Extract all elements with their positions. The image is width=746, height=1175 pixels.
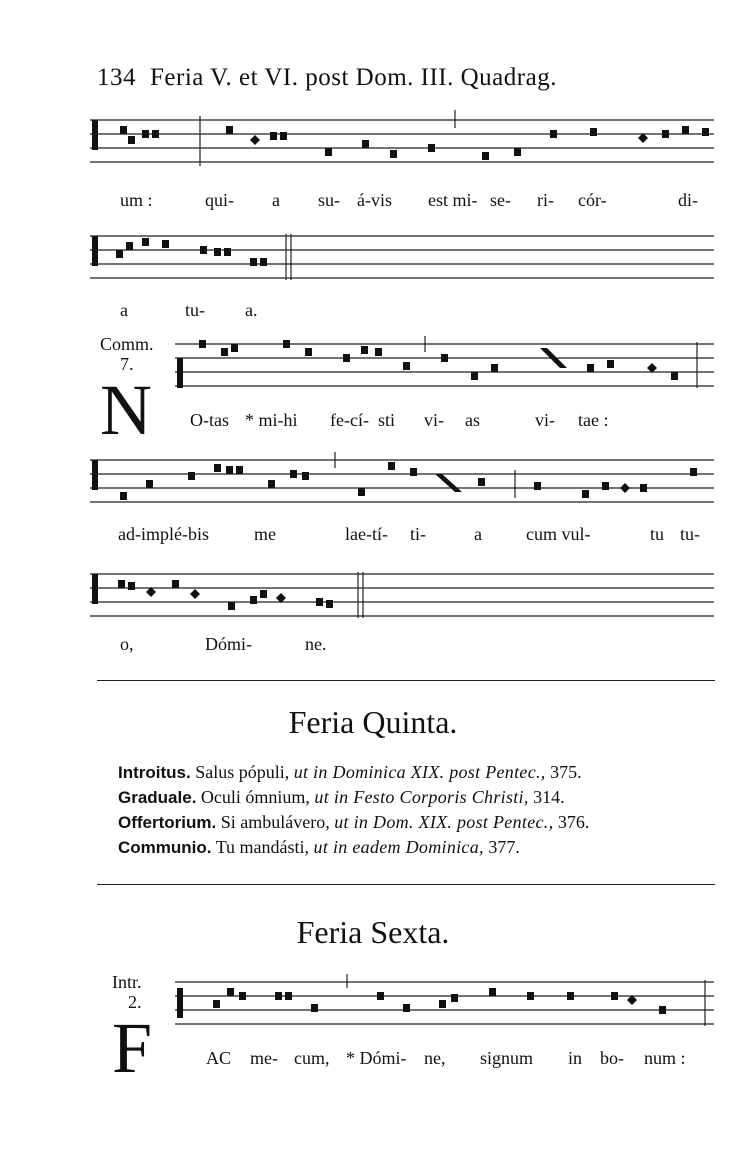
list-item [118,810,589,835]
syllable: um : [120,190,153,210]
syllable: me [254,524,276,544]
syllable: in [568,1048,583,1068]
item-page: 375. [550,762,582,782]
syllable: a. [245,300,258,320]
syllable: a [272,190,280,210]
item-page: 314. [533,787,565,807]
syllable: su- [318,190,340,210]
syllable: O-tas [190,410,229,430]
neumes-staff-4 [90,452,714,512]
item-label: Graduale. [118,788,197,807]
list-item [118,835,589,860]
item-ref: ut in Dominica XIX. post Pentec., [293,762,546,782]
feria-quinta-title: Feria Quinta. [288,704,458,740]
neumes-staff-5 [90,566,714,626]
syllable: sti [378,410,396,430]
syllable: ne, [424,1048,446,1068]
syllable: cór- [578,190,607,210]
syllable: o, [120,634,134,654]
comm-number: 7. [120,354,134,374]
neumes-staff-3 [175,336,714,398]
section-divider [97,884,715,885]
syllable: * mi-hi [245,410,298,430]
neumes-staff-2 [90,228,714,288]
running-title: Feria V. et VI. post Dom. III. Quadrag. [150,64,557,91]
item-label: Introitus. [118,763,191,782]
list-item [118,760,589,785]
syllable: * Dómi- [346,1048,407,1068]
syllable: vi- [424,410,444,430]
item-ref: ut in Dom. XIX. post Pentec., [334,812,554,832]
item-label: Offertorium. [118,813,217,832]
syllable: ti- [410,524,426,544]
list-item [118,785,589,810]
neumes-staff-6 [175,974,714,1036]
syllable: ri- [537,190,554,210]
running-header [97,64,557,92]
syllable: cum, [294,1048,330,1068]
syllable: cum vul- [526,524,591,544]
syllable: lae-tí- [345,524,388,544]
syllable: qui- [205,190,234,210]
syllable: tu- [185,300,205,320]
staff-chant1-line1 [90,110,714,180]
syllable: vi- [535,410,555,430]
syllable: a [474,524,482,544]
section-divider [97,680,715,681]
staff-comm-line2 [90,452,714,512]
syllable: Dómi- [205,634,252,654]
syllable: me- [250,1048,278,1068]
syllable: tu [650,524,665,544]
syllable: di- [678,190,698,210]
syllable: ad-implé-bis [118,524,209,544]
syllable: se- [490,190,511,210]
syllable: tae : [578,410,609,430]
drop-initial-f: F [112,1008,153,1088]
item-text: Salus pópuli, [195,762,290,782]
item-ref: ut in Festo Corporis Christi, [314,787,529,807]
item-page: 377. [488,837,520,857]
syllable: fe-cí- [330,410,369,430]
syllable: tu- [680,524,700,544]
syllable: num : [644,1048,686,1068]
feria-sexta-title: Feria Sexta. [296,914,450,950]
staff-comm-line1 [175,336,714,398]
staff-intr-line1 [175,974,714,1036]
syllable: AC [206,1048,232,1068]
item-label: Communio. [118,838,212,857]
item-ref: ut in eadem Dominica, [313,837,484,857]
syllable: est mi- [428,190,478,210]
syllable: á-vis [357,190,392,210]
syllable: bo- [600,1048,624,1068]
page-number: 134 [97,64,136,91]
item-page: 376. [557,812,590,832]
neumes-staff-1 [90,110,714,180]
intr-label: Intr. [112,972,142,992]
intr-number: 2. [128,992,142,1012]
syllable: ne. [305,634,327,654]
comm-label: Comm. [100,334,154,354]
feria-quinta-list [118,760,589,860]
syllable: as [465,410,480,430]
item-text: Oculi ómnium, [200,787,310,807]
staff-comm-line3 [90,566,714,626]
item-text: Si ambulávero, [220,812,330,832]
syllable: signum [480,1048,534,1068]
drop-initial-n: N [100,370,152,450]
syllable: a [120,300,128,320]
item-text: Tu mandásti, [215,837,310,857]
staff-chant1-line2 [90,228,714,288]
